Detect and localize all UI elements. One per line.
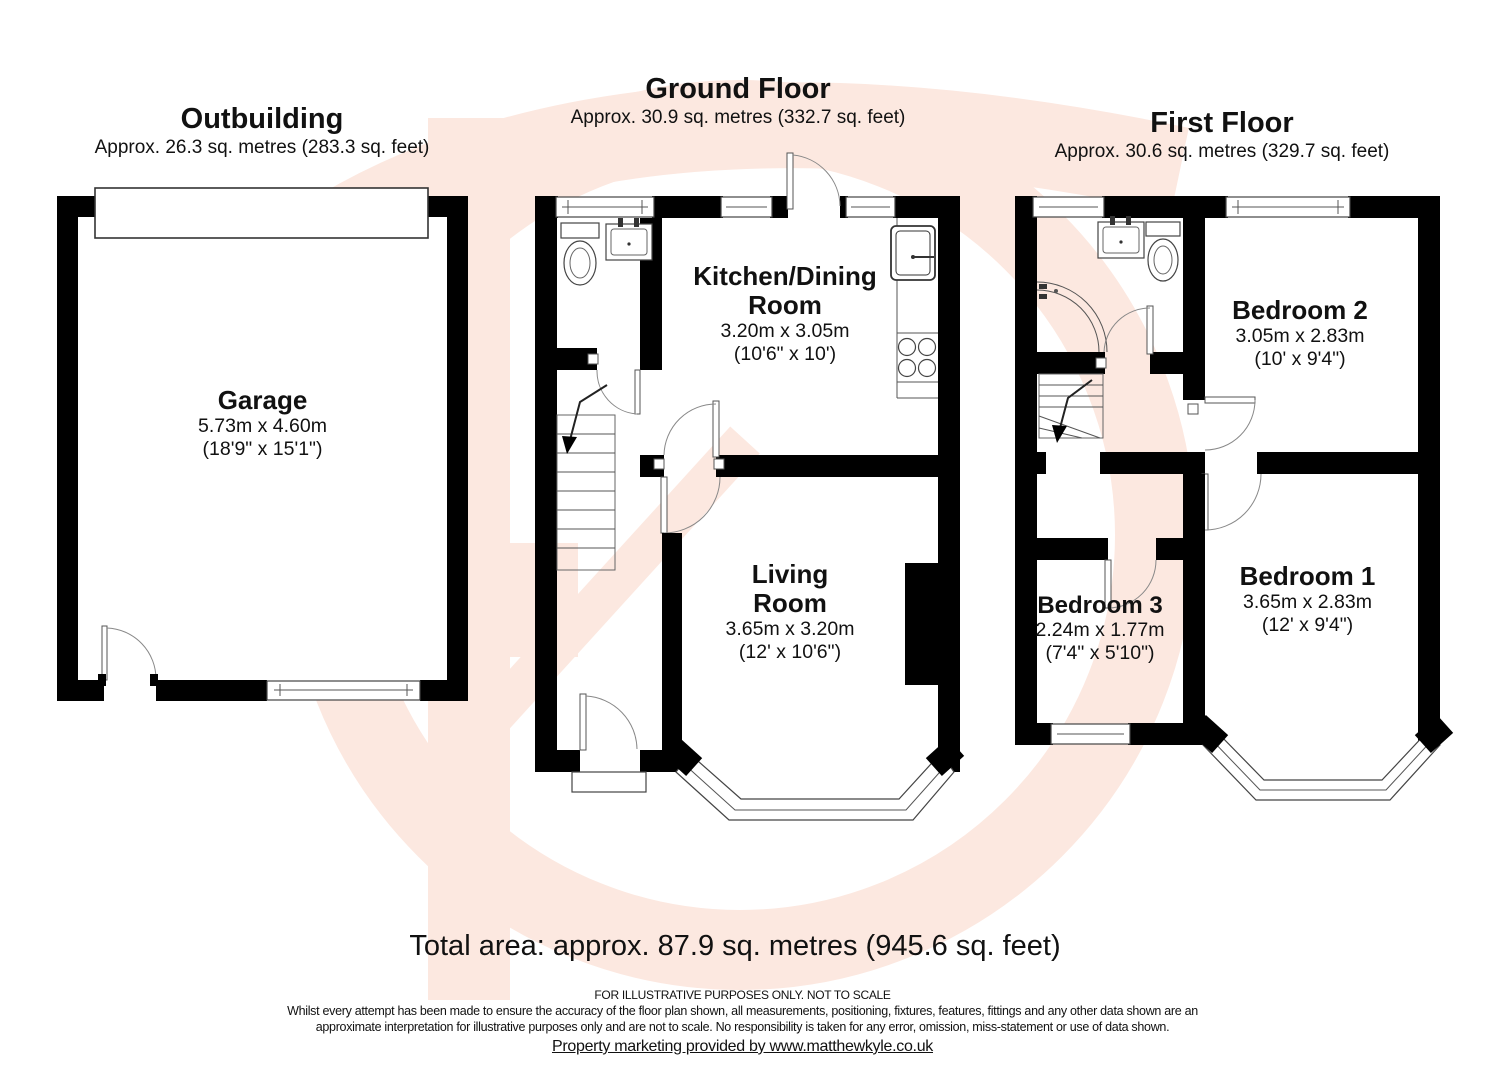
ground-floor-area: Approx. 30.9 sq. metres (332.7 sq. feet) — [570, 107, 906, 128]
bedroom3-window-icon — [1051, 724, 1130, 744]
bedroom3-name: Bedroom 3 — [1037, 592, 1163, 619]
kitchen-name-line2: Room — [748, 290, 822, 320]
outbuilding-header — [62, 102, 462, 160]
toilet-icon — [561, 223, 599, 285]
living-name-line2: Room — [753, 588, 827, 618]
wc-window-icon — [556, 197, 654, 217]
living-name-line1: Living — [751, 559, 829, 589]
bedroom1-name: Bedroom 1 — [1239, 561, 1376, 591]
kitchen-label — [640, 262, 930, 366]
bedroom2-dims-imperial: (10' x 9'4") — [1254, 348, 1346, 370]
bathroom-door-icon — [1096, 306, 1153, 368]
outbuilding-title: Outbuilding — [180, 103, 344, 135]
disclaimer-line1: Whilst every attempt has been made to ensure the accuracy of the floor plan shown, all measurements, positioning, fixtures, features, fittings and any other data shown are an — [287, 1004, 1198, 1018]
bedroom1-label — [1190, 562, 1425, 637]
bathroom-sink-icon — [1098, 216, 1144, 258]
ground-floor-title: Ground Floor — [645, 73, 831, 105]
living-room-label — [650, 560, 930, 664]
garage-dims-metric: 5.73m x 4.60m — [198, 415, 327, 437]
living-room-door-icon — [661, 477, 720, 533]
total-area-text: Total area: approx. 87.9 sq. metres (945.6 sq. feet) — [409, 930, 1061, 962]
kitchen-dims-imperial: (10'6" x 10') — [733, 343, 837, 365]
disclaimer-line2: approximate interpretation for illustrative purposes only and are not to scale. No responsibility is taken for any error, omission, miss-statement or use of data shown. — [315, 1020, 1170, 1034]
upper-staircase-icon — [1039, 374, 1103, 443]
first-floor-area: Approx. 30.6 sq. metres (329.7 sq. feet) — [1054, 141, 1390, 162]
bedroom2-door-icon — [1188, 397, 1255, 450]
first-floor-title: First Floor — [1150, 107, 1294, 139]
bedroom1-door-icon — [1202, 474, 1261, 530]
living-dims-metric: 3.65m x 3.20m — [725, 618, 855, 640]
bedroom1-dims-imperial: (12' x 9'4") — [1261, 614, 1354, 636]
kitchen-door-icon — [654, 401, 724, 469]
kitchen-dims-metric: 3.20m x 3.05m — [720, 320, 850, 342]
bedroom2-label — [1180, 296, 1420, 371]
living-dims-imperial: (12' x 10'6") — [738, 641, 842, 663]
bedroom3-label — [1005, 592, 1195, 665]
wc-sink-icon — [606, 218, 652, 260]
staircase-icon — [557, 385, 615, 570]
bathroom-toilet-icon — [1146, 222, 1180, 281]
living-bay-window-icon — [664, 738, 964, 820]
ground-floor-plan — [535, 153, 964, 820]
garage-window-icon — [267, 681, 420, 700]
bedroom2-name: Bedroom 2 — [1232, 295, 1368, 325]
first-floor-plan — [1015, 196, 1453, 800]
bedroom1-bay-window-icon — [1190, 715, 1453, 800]
disclaimer-block — [0, 988, 1485, 1056]
garage-door-icon — [95, 188, 428, 238]
bathroom-window-icon — [1033, 197, 1104, 217]
garage-dims-imperial: (18'9" x 15'1") — [202, 438, 323, 460]
bedroom3-dims-metric: 2.24m x 1.77m — [1035, 619, 1165, 641]
wc-door-icon — [588, 354, 640, 414]
back-door-icon — [787, 153, 840, 209]
outbuilding-area: Approx. 26.3 sq. metres (283.3 sq. feet) — [94, 137, 430, 158]
garage-name: Garage — [217, 385, 308, 415]
kitchen-name-line1: Kitchen/Dining — [693, 261, 877, 291]
bedroom2-window-icon — [1226, 197, 1350, 217]
garage-label — [90, 386, 435, 461]
first-floor-header — [1022, 106, 1422, 164]
marketing-link[interactable]: Property marketing provided by www.matthewkyle.co.uk — [551, 1038, 933, 1055]
disclaimer-title: FOR ILLUSTRATIVE PURPOSES ONLY. NOT TO SCALE — [594, 988, 891, 1002]
kitchen-window-icon — [721, 197, 772, 217]
ground-floor-header — [538, 72, 938, 130]
corner-shower-icon — [1037, 282, 1107, 352]
kitchen-window2-icon — [846, 197, 895, 217]
bedroom3-dims-imperial: (7'4" x 5'10") — [1045, 642, 1155, 664]
bedroom2-dims-metric: 3.05m x 2.83m — [1235, 325, 1365, 347]
front-door-icon — [572, 694, 646, 792]
bedroom1-dims-metric: 3.65m x 2.83m — [1243, 591, 1372, 613]
